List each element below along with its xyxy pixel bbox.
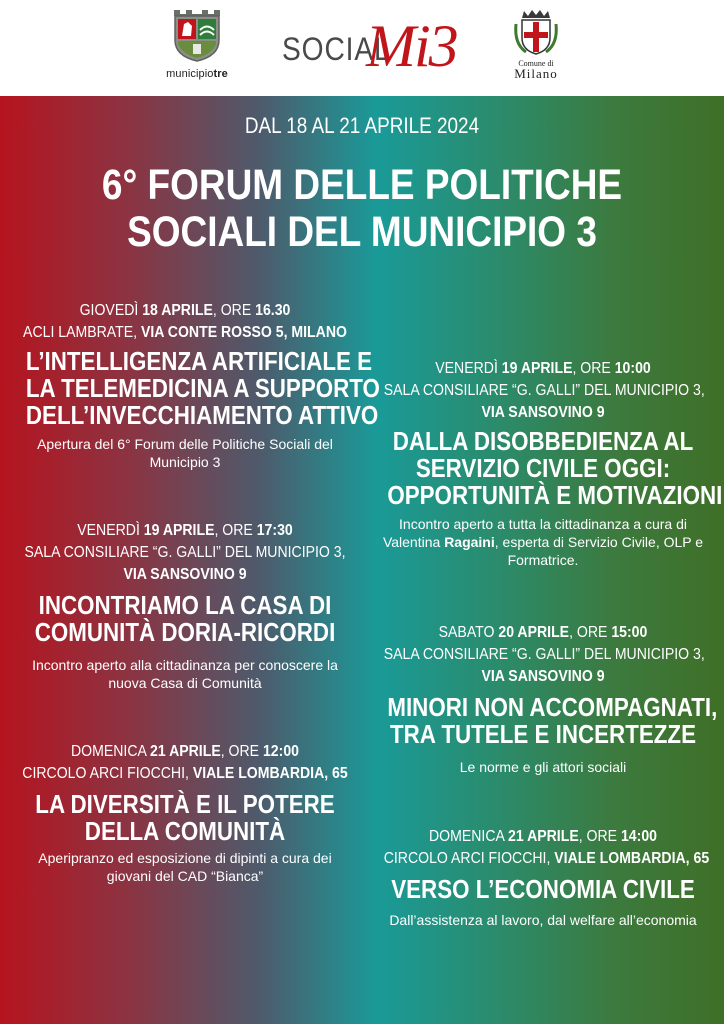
comune-city: Milano — [514, 66, 558, 81]
milano-crest-icon — [512, 8, 560, 58]
socialmi3-logo — [282, 12, 457, 82]
event-address: VIA SANSOVINO 9 — [481, 668, 605, 685]
event-address: VIA SANSOVINO 9 — [123, 566, 247, 583]
poster-body — [0, 96, 724, 1024]
title-line-2: SOCIALI DEL MUNICIPIO 3 — [127, 208, 597, 256]
event-description: Incontro aperto alla cittadinanza per conoscere la nuova Casa di Comunità — [32, 657, 338, 691]
event-card — [0, 520, 370, 692]
event-description: Incontro aperto a tutta la cittadinanza a cura di Valentina Ragaini, esperta di Servizio Civile, OLP e Formatrice. — [382, 516, 704, 568]
event-card — [0, 300, 380, 471]
municipio-caption: municipiotre — [166, 68, 228, 80]
comune-milano-logo — [498, 8, 574, 88]
comune-label: Comune di — [518, 59, 554, 68]
event-venue: SALA CONSILIARE “G. GALLI” DEL MUNICIPIO 3, — [383, 382, 705, 399]
social-accent: Mi3 — [366, 13, 457, 79]
event-card — [0, 741, 370, 885]
event-title: DALLA DISOBBEDIENZA AL SERVIZIO CIVILE OGGI: OPPORTUNITÀ E MOTIVAZIONI — [387, 426, 723, 510]
social-text: SOCIAL — [282, 31, 391, 67]
event-when: VENERDÌ 19 APRILE, ORE 10:00 — [435, 360, 651, 377]
event-venue: SALA CONSILIARE “G. GALLI” DEL MUNICIPIO 3, — [24, 544, 346, 561]
event-card — [362, 358, 724, 569]
event-title: MINORI NON ACCOMPAGNATI, TRA TUTELE E INCERTEZZE — [387, 692, 718, 749]
municipio-shield-icon — [172, 6, 222, 62]
title-line-1: 6° FORUM DELLE POLITICHE — [101, 161, 623, 209]
event-where: CIRCOLO ARCI FIOCCHI, VIALE LOMBARDIA, 65 — [22, 765, 348, 782]
event-when: GIOVEDÌ 18 APRILE, ORE 16.30 — [79, 302, 291, 319]
event-when: SABATO 20 APRILE, ORE 15:00 — [438, 624, 648, 641]
event-when: VENERDÌ 19 APRILE, ORE 17:30 — [77, 522, 293, 539]
event-title: INCONTRIAMO LA CASA DI COMUNITÀ DORIA-RICORDI — [34, 590, 336, 647]
event-title: VERSO L’ECONOMIA CIVILE — [391, 874, 695, 904]
event-description: Le norme e gli attori sociali — [459, 759, 627, 775]
municipio-tre-logo — [152, 6, 242, 92]
header-logos — [0, 0, 724, 96]
event-when: DOMENICA 21 APRILE, ORE 14:00 — [429, 828, 657, 845]
event-title: L’INTELLIGENZA ARTIFICIALE E LA TELEMEDICINA A SUPPORTO DELL’INVECCHIAMENTO ATTIVO — [25, 346, 380, 430]
event-card — [362, 826, 724, 929]
event-description: Apertura del 6° Forum delle Politiche Sociali del Municipio 3 — [37, 436, 333, 470]
event-description: Aperipranzo ed esposizione di dipinti a cura dei giovani del CAD “Bianca” — [38, 850, 332, 884]
event-dates: DAL 18 AL 21 APRILE 2024 — [244, 113, 480, 138]
event-description: Dall’assistenza al lavoro, dal welfare all’economia — [389, 912, 697, 928]
forum-title — [51, 162, 674, 256]
event-venue: SALA CONSILIARE “G. GALLI” DEL MUNICIPIO 3, — [383, 646, 705, 663]
event-where: CIRCOLO ARCI FIOCCHI, VIALE LOMBARDIA, 65 — [383, 850, 710, 867]
event-card — [362, 622, 724, 776]
event-title: LA DIVERSITÀ E IL POTERE DELLA COMUNITÀ — [35, 789, 335, 846]
event-where: ACLI LAMBRATE, VIA CONTE ROSSO 5, MILANO — [23, 324, 347, 341]
event-address: VIA SANSOVINO 9 — [481, 404, 605, 421]
event-when: DOMENICA 21 APRILE, ORE 12:00 — [71, 743, 299, 760]
